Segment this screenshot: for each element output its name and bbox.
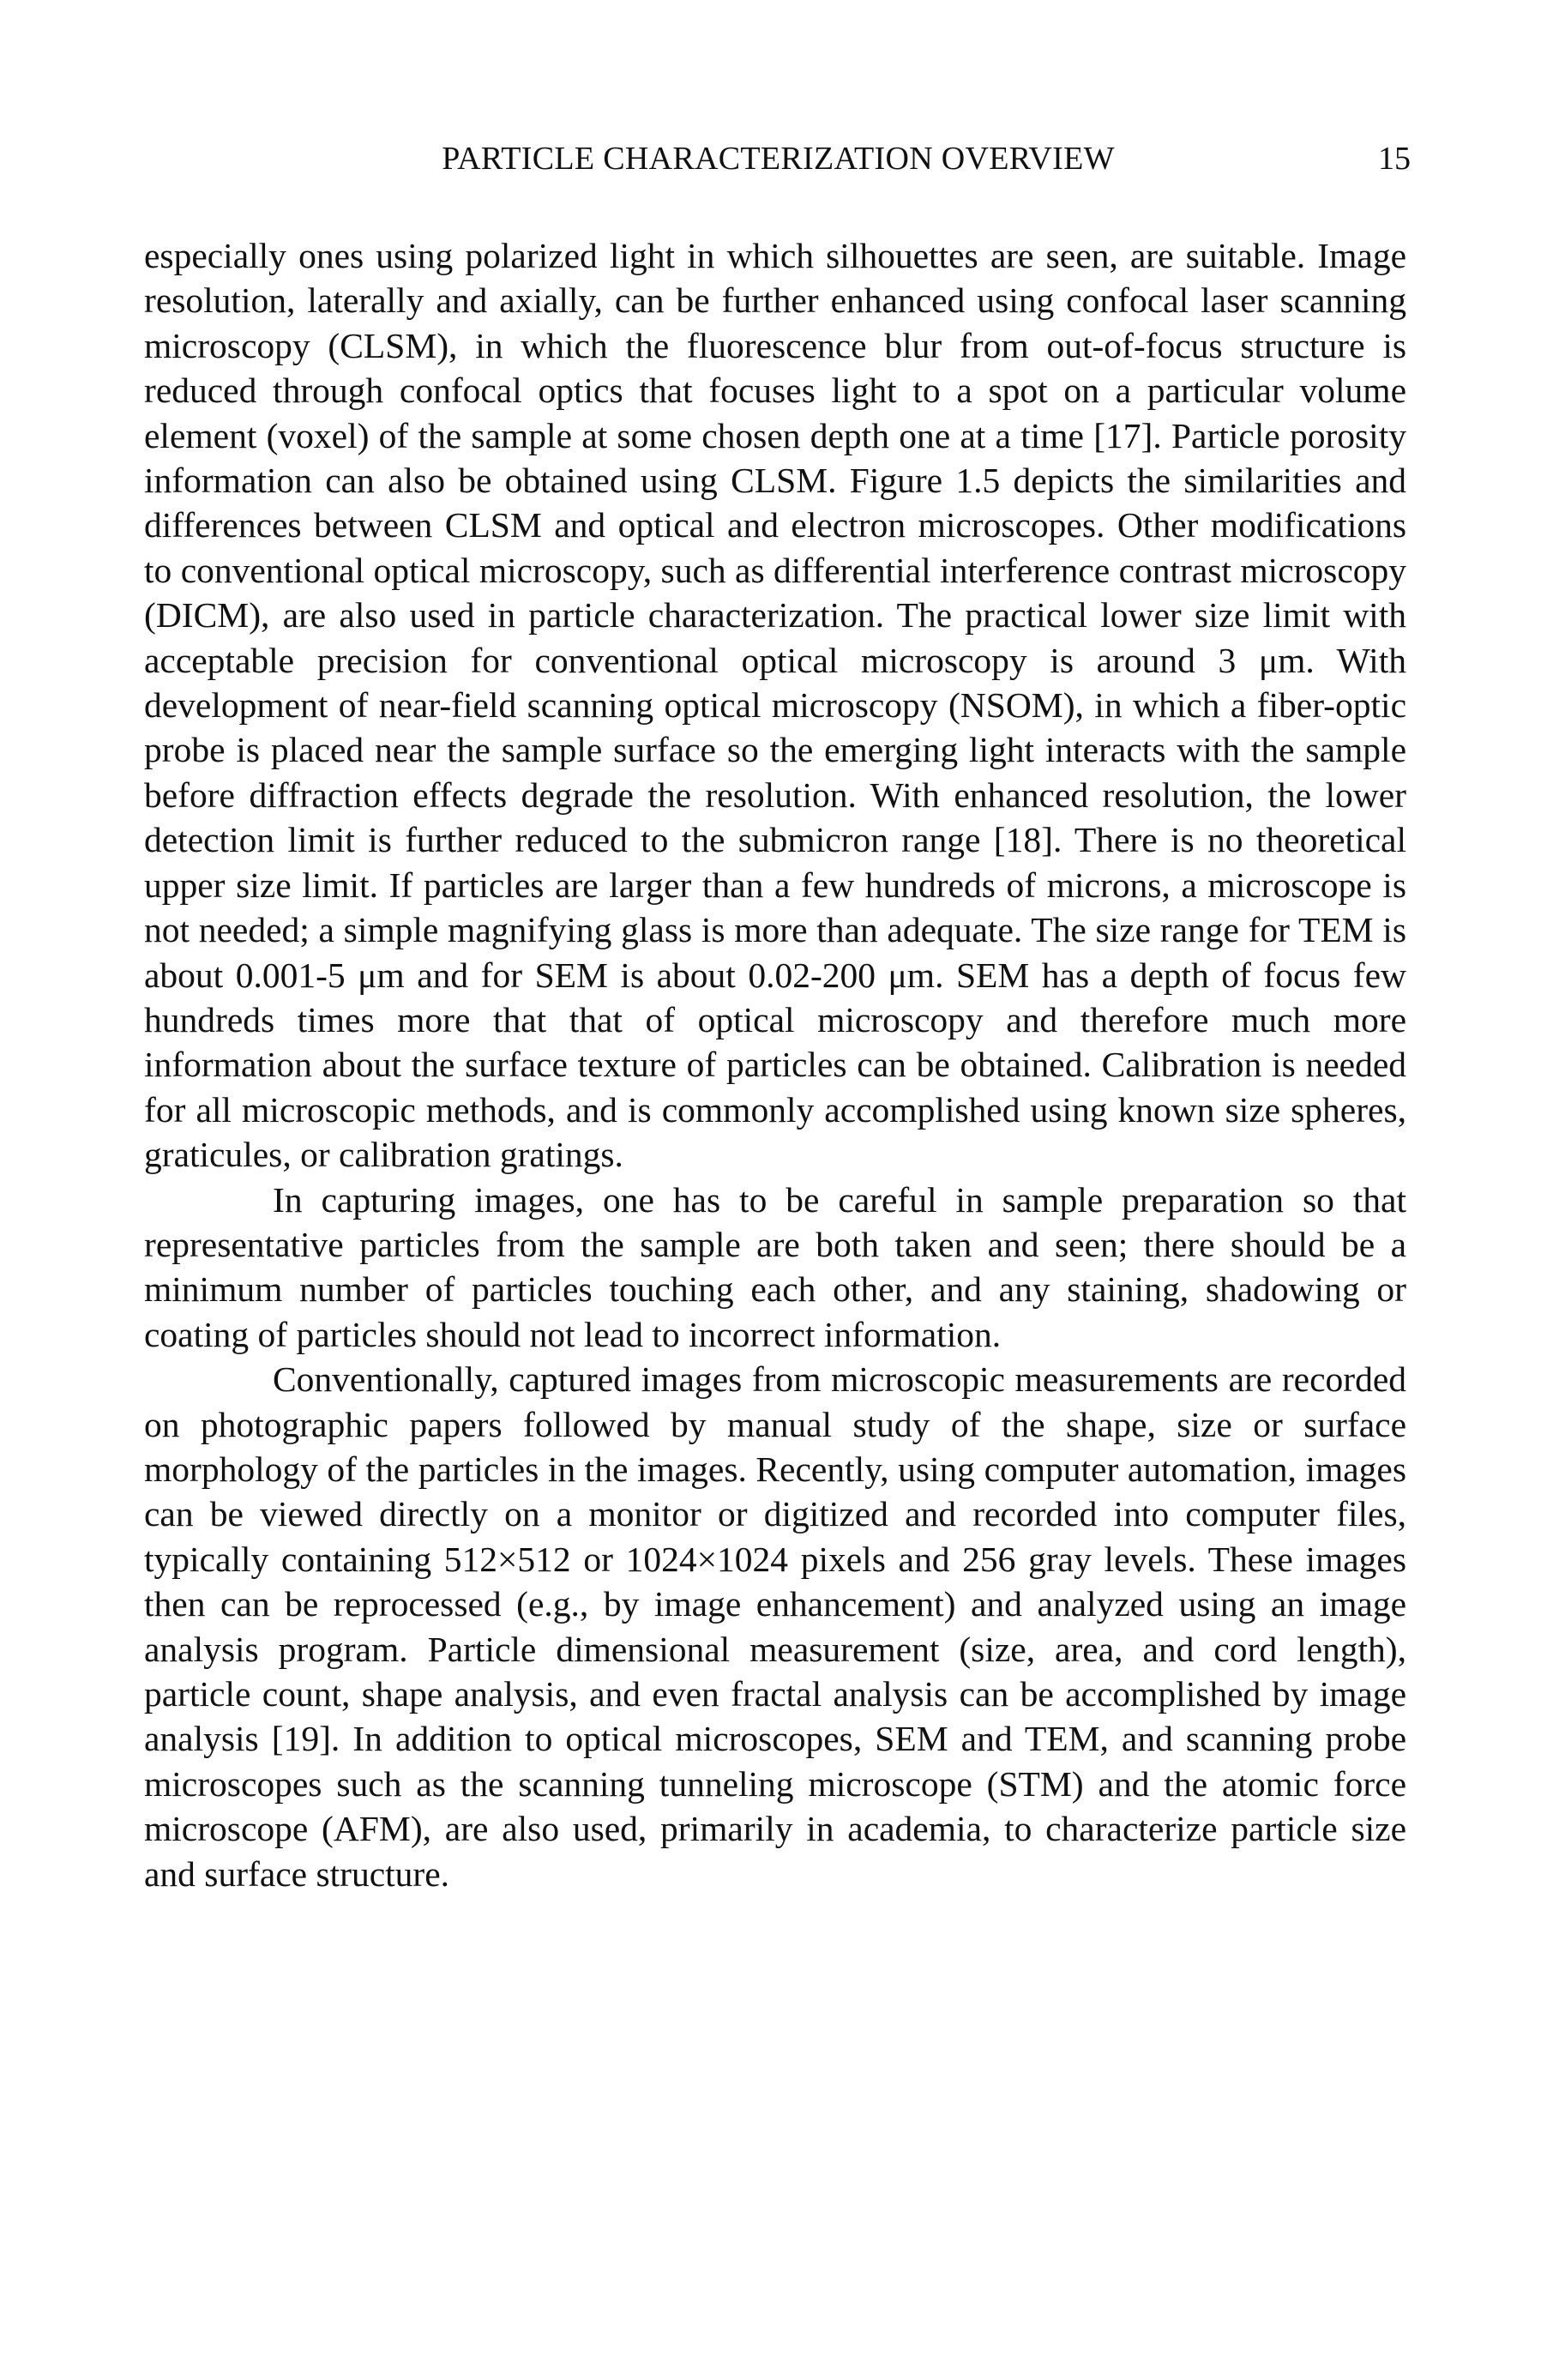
paragraph-continuation: especially ones using polarized light in which silhouettes are seen, are suitable. Image resolution, laterally and axially, can be further enhanced using confocal laser scanning microscopy (CLSM), in which the fluorescence blur from out-of-focus structure is reduced through confocal optics that focuses light to a spot on a particular volume element (voxel) of the sample at some chosen depth one at a time [17]. Particle porosity information can also be obtained using CLSM. Figure 1.5 depicts the similarities and differences between CLSM and optical and electron microscopes. Other modifications to conventional optical microscopy, such as differential interference contrast microscopy (DICM), are also used in particle characterization. The practical lower size limit with acceptable precision for conventional optical microscopy is around 3 μm. With development of near-field scanning optical microscopy (NSOM), in which a fiber-optic probe is placed near the sample surface so the emerging light interacts with the sample before diffraction effects degrade the resolution. With enhanced resolution, the lower detection limit is further reduced to the submicron range [18]. There is no theoretical upper size limit. If particles are larger than a few hundreds of microns, a microscope is not needed; a simple magnifying glass is more than adequate. The size range for TEM is about 0.001-5 μm and for SEM is about 0.02-200 μm. SEM has a depth of focus few hundreds times more that that of optical microscopy and therefore much more information about the surface texture of particles can be obtained. Calibration is needed for all microscopic methods, and is commonly accomplished using known size spheres, graticules, or calibration gratings. <box>144 236 1406 1175</box>
running-header <box>146 137 1411 180</box>
page-number: 15 <box>1378 141 1411 177</box>
paragraph-image-analysis: Conventionally, captured images from microscopic measurements are recorded on photographic papers followed by manual study of the shape, size or surface morphology of the particles in the images. Recently, using computer automation, images can be viewed directly on a monitor or digitized and recorded into computer files, typically containing 512×512 or 1024×1024 pixels and 256 gray levels. These images then can be reprocessed (e.g., by image enhancement) and analyzed using an image analysis program. Particle dimensional measurement (size, area, and cord length), particle count, shape analysis, and even fractal analysis can be accomplished by image analysis [19]. In addition to optical microscopes, SEM and TEM, and scanning probe microscopes such as the scanning tunneling microscope (STM) and the atomic force microscope (AFM), are also used, primarily in academia, to characterize particle size and surface structure. <box>144 1359 1406 1894</box>
paragraph-sample-preparation: In capturing images, one has to be careful in sample preparation so that representative particles from the sample are both taken and seen; there should be a minimum number of particles touching each other, and any staining, shadowing or coating of particles should not lead to incorrect information. <box>144 1179 1406 1354</box>
running-title: PARTICLE CHARACTERIZATION OVERVIEW <box>442 141 1115 177</box>
body-text <box>144 233 1406 1896</box>
